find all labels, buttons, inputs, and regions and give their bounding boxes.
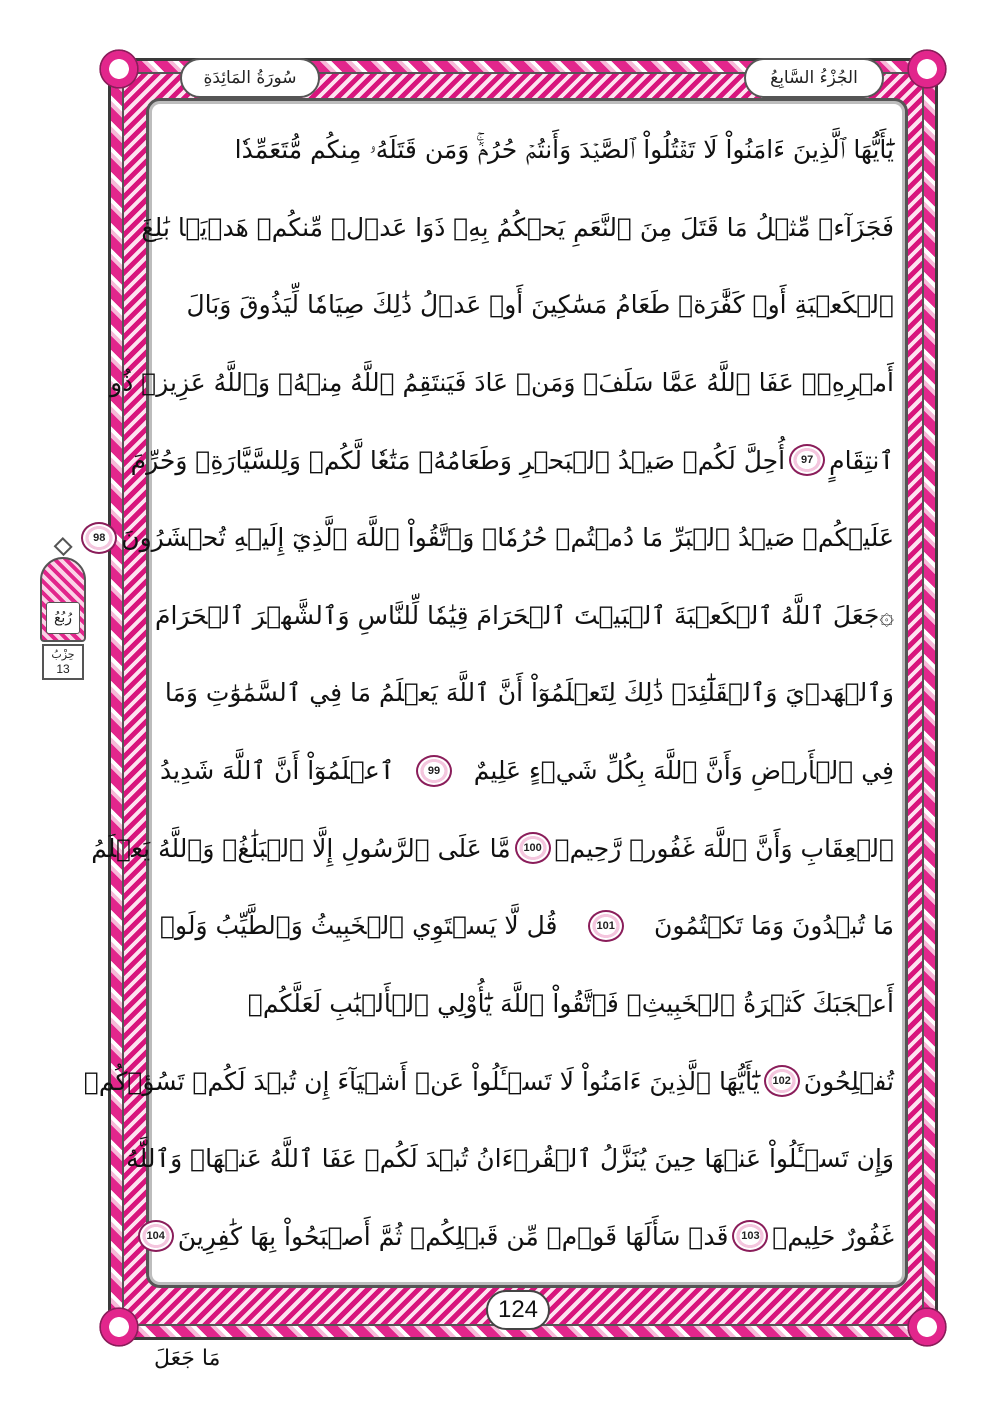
verse-line <box>160 733 894 808</box>
ayah-number-marker: 101 <box>588 910 624 942</box>
ayah-number-marker: 100 <box>515 832 551 864</box>
corner-ornament-top-right <box>904 46 950 92</box>
verse-text: عَلَيۡكُمۡ صَيۡدُ ٱلۡبَرِّ مَا دُمۡتُمۡ حُرُمٗاۗ وَٱتَّقُواْ ٱللَّهَ ٱلَّذِيٓ إِلَيۡهِ تُحۡشَرُونَ <box>121 523 894 553</box>
verse-text: ۞جَعَلَ ٱللَّهُ ٱلۡكَعۡبَةَ ٱلۡبَيۡتَ ٱلۡحَرَامَ قِيَٰمٗا لِّلنَّاسِ وَٱلشَّهۡرَ ٱلۡحَرَامَ <box>155 600 894 630</box>
ayah-number-marker: 98 <box>81 522 117 554</box>
verse-line <box>91 811 894 886</box>
verse-text: فِي ٱلۡأَرۡضِ وَأَنَّ ٱللَّهَ بِكُلِّ شَيۡءٍ عَلِيمٌ <box>473 756 894 786</box>
verse-line <box>160 655 894 730</box>
hizb-number: 13 <box>56 662 70 677</box>
verse-text: يَٰٓأَيُّهَا ٱلَّذِينَ ءَامَنُواْ لَا تَسۡـَٔلُواْ عَنۡ أَشۡيَآءَ إِن تُبۡدَ لَكُمۡ تَسُؤۡكُمۡ <box>83 1066 760 1096</box>
verse-line <box>155 578 894 653</box>
verse-text: وَٱلۡهَدۡيَ وَٱلۡقَلَٰٓئِدَۚ ذَٰلِكَ لِتَعۡلَمُوٓاْ أَنَّ ٱللَّهَ يَعۡلَمُ مَا فِي ٱلسَّمَٰوَٰتِ وَمَا <box>164 678 894 708</box>
verse-text: ٱلۡكَعۡبَةِ أَوۡ كَفَّٰرَةٞ طَعَامُ مَسَٰكِينَ أَوۡ عَدۡلُ ذَٰلِكَ صِيَامٗا لِّيَذُوقَ وَبَالَ <box>186 290 894 320</box>
catchword: مَا جَعَلَ <box>154 1346 221 1371</box>
surah-title: سُورَةُ المَائِدَةِ <box>180 58 320 98</box>
rubu-dome <box>40 557 86 642</box>
verse-line <box>126 1121 894 1196</box>
hizb-label: حِزْبُ <box>51 648 75 662</box>
corner-ornament-bottom-left <box>96 1304 142 1350</box>
verse-line <box>83 1044 894 1119</box>
verse-text: تُفۡلِحُونَ <box>803 1066 894 1096</box>
verse-text: أَعۡجَبَكَ كَثۡرَةُ ٱلۡخَبِيثِۚ فَٱتَّقُواْ ٱللَّهَ يَٰٓأُوْلِي ٱلۡأَلۡبَٰبِ لَعَلَّكُمۡ <box>247 989 894 1019</box>
rubu-hizb-marker <box>36 540 90 680</box>
verse-text: وَإِن تَسۡـَٔلُواْ عَنۡهَا حِينَ يُنَزَّلُ ٱلۡقُرۡءَانُ تُبۡدَ لَكُمۡ عَفَا ٱللَّهُ عَنۡهَاۗ وَٱللَّهُ <box>126 1144 894 1174</box>
juz-title: الجُزْءُ السَّابِعُ <box>744 58 884 98</box>
verse-text: أُحِلَّ لَكُمۡ صَيۡدُ ٱلۡبَحۡرِ وَطَعَامُهُۥ مَتَٰعٗا لَّكُمۡ وَلِلسَّيَّارَةِۖ وَحُرِّمَ <box>130 445 786 475</box>
verse-line <box>146 1199 894 1274</box>
verse-text: غَفُورٌ حَلِيمٞ <box>772 1221 894 1251</box>
rubu-label: رُبُعُ <box>46 602 80 634</box>
verse-line <box>160 888 894 963</box>
verse-text: مَّا عَلَى ٱلرَّسُولِ إِلَّا ٱلۡبَلَٰغُۗ وَٱللَّهُ يَعۡلَمُ <box>91 833 511 863</box>
verse-line <box>130 423 894 498</box>
verse-text: يَٰٓأَيُّهَا ٱلَّذِينَ ءَامَنُواْ لَا تَقۡتُلُواْ ٱلصَّيۡدَ وَأَنتُمۡ حُرُمٞۚ وَمَن قَتَلَهُۥ مِنكُم مُّتَعَمِّدٗا <box>234 134 894 164</box>
verse-line <box>110 345 894 420</box>
ayah-number-marker: 99 <box>416 755 452 787</box>
verse-line <box>93 500 894 575</box>
verse-text: قُل لَّا يَسۡتَوِي ٱلۡخَبِيثُ وَٱلطَّيِّبُ وَلَوۡ <box>160 911 558 941</box>
verse-text: قَدۡ سَأَلَهَا قَوۡمٞ مِّن قَبۡلِكُمۡ ثُمَّ أَصۡبَحُواْ بِهَا كَٰفِرِينَ <box>177 1221 729 1251</box>
verse-text: فَجَزَآءٞ مِّثۡلُ مَا قَتَلَ مِنَ ٱلنَّعَمِ يَحۡكُمُ بِهِۦ ذَوَا عَدۡلٖ مِّنكُمۡ هَدۡيَۢا بَٰلِغَ <box>141 212 894 242</box>
verse-text: ٱلۡعِقَابِ وَأَنَّ ٱللَّهَ غَفُورٞ رَّحِيمٞ <box>554 833 894 863</box>
verse-line <box>160 267 894 342</box>
ayah-number-marker: 102 <box>764 1065 800 1097</box>
verse-line <box>160 112 894 187</box>
finial-icon <box>53 537 72 556</box>
verse-text: ٱنتِقَامٍ <box>829 445 894 475</box>
corner-ornament-bottom-right <box>904 1304 950 1350</box>
page-number: 124 <box>486 1290 550 1330</box>
ayah-number-marker: 97 <box>789 444 825 476</box>
corner-ornament-top-left <box>96 46 142 92</box>
ayah-number-marker: 103 <box>732 1220 768 1252</box>
verse-line <box>160 966 894 1041</box>
verse-text: مَا تُبۡدُونَ وَمَا تَكۡتُمُونَ <box>653 911 894 941</box>
ayah-number-marker: 104 <box>138 1220 174 1252</box>
verse-lines <box>83 112 894 1274</box>
verse-text: ٱعۡلَمُوٓاْ أَنَّ ٱللَّهَ شَدِيدُ <box>160 756 395 786</box>
verse-line <box>141 190 894 265</box>
hizb-box <box>42 644 84 680</box>
verse-text: أَمۡرِهِۦۗ عَفَا ٱللَّهُ عَمَّا سَلَفَۚ وَمَنۡ عَادَ فَيَنتَقِمُ ٱللَّهُ مِنۡهُۚ وَٱللَّهُ عَزِيزٞ ذُو <box>110 367 894 397</box>
